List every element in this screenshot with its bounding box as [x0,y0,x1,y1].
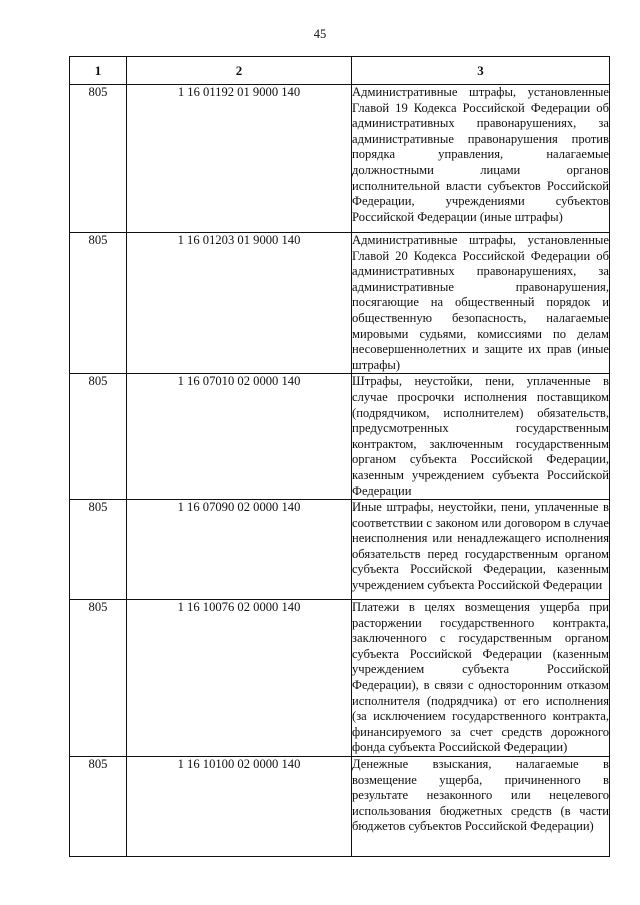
budget-code-cell: 1 16 10076 02 0000 140 [127,600,352,757]
description-cell: Административные штрафы, установленные Главой 20 Кодекса Российской Федерации об административных правонарушениях, за административные правонарушения, посягающие на общественный порядок и общественную безопасность, налагаемые мировыми судьями, комиссиями по делам несовершеннолетних и защите их прав (иные штрафы) [352,233,610,374]
table-row [70,233,610,374]
table-row [70,600,610,757]
admin-code-cell: 805 [70,374,127,500]
column-header-3: 3 [352,57,610,85]
admin-code-cell: 805 [70,757,127,857]
page-number: 45 [313,27,327,41]
column-header-1: 1 [70,57,127,85]
description-cell: Иные штрафы, неустойки, пени, уплаченные в соответствии с законом или договором в случае неисполнения или ненадлежащего исполнения обязательств перед государственным органом субъекта Российской Федерации, казенным учреждением субъекта Российской Федерации [352,500,610,600]
admin-code-cell: 805 [70,500,127,600]
column-header-2: 2 [127,57,352,85]
admin-code-cell: 805 [70,233,127,374]
description-cell: Денежные взыскания, налагаемые в возмещение ущерба, причиненного в результате незаконного или нецелевого использования бюджетных средств (в части бюджетов субъектов Российской Федерации) [352,757,610,857]
description-cell: Штрафы, неустойки, пени, уплаченные в случае просрочки исполнения поставщиком (подрядчиком, исполнителем) обязательств, предусмотренных государственным контрактом, заключенным государственным органом субъекта Российской Федерации, казенным учреждением субъекта Российской Федерации [352,374,610,500]
budget-code-cell: 1 16 07010 02 0000 140 [127,374,352,500]
budget-code-cell: 1 16 10100 02 0000 140 [127,757,352,857]
budget-classification-table [69,56,610,857]
budget-code-cell: 1 16 01192 01 9000 140 [127,85,352,233]
table-row [70,374,610,500]
budget-code-cell: 1 16 01203 01 9000 140 [127,233,352,374]
description-cell: Административные штрафы, установленные Главой 19 Кодекса Российской Федерации об административных правонарушениях, за административные правонарушения против порядка управления, налагаемые должностными лицами органов исполнительной власти субъектов Российской Федерации, учреждениями субъектов Российской Федерации (иные штрафы) [352,85,610,233]
budget-code-cell: 1 16 07090 02 0000 140 [127,500,352,600]
description-cell: Платежи в целях возмещения ущерба при расторжении государственного контракта, заключенного с государственным органом субъекта Российской Федерации (казенным учреждением субъекта Российской Федерации), в связи с односторонним отказом исполнителя (подрядчика) от его исполнения (за исключением государственного контракта, финансируемого за счет средств дорожного фонда субъекта Российской Федерации) [352,600,610,757]
table-row [70,85,610,233]
table-header-row [70,57,610,85]
table-row [70,500,610,600]
admin-code-cell: 805 [70,600,127,757]
table-row [70,757,610,857]
admin-code-cell: 805 [70,85,127,233]
